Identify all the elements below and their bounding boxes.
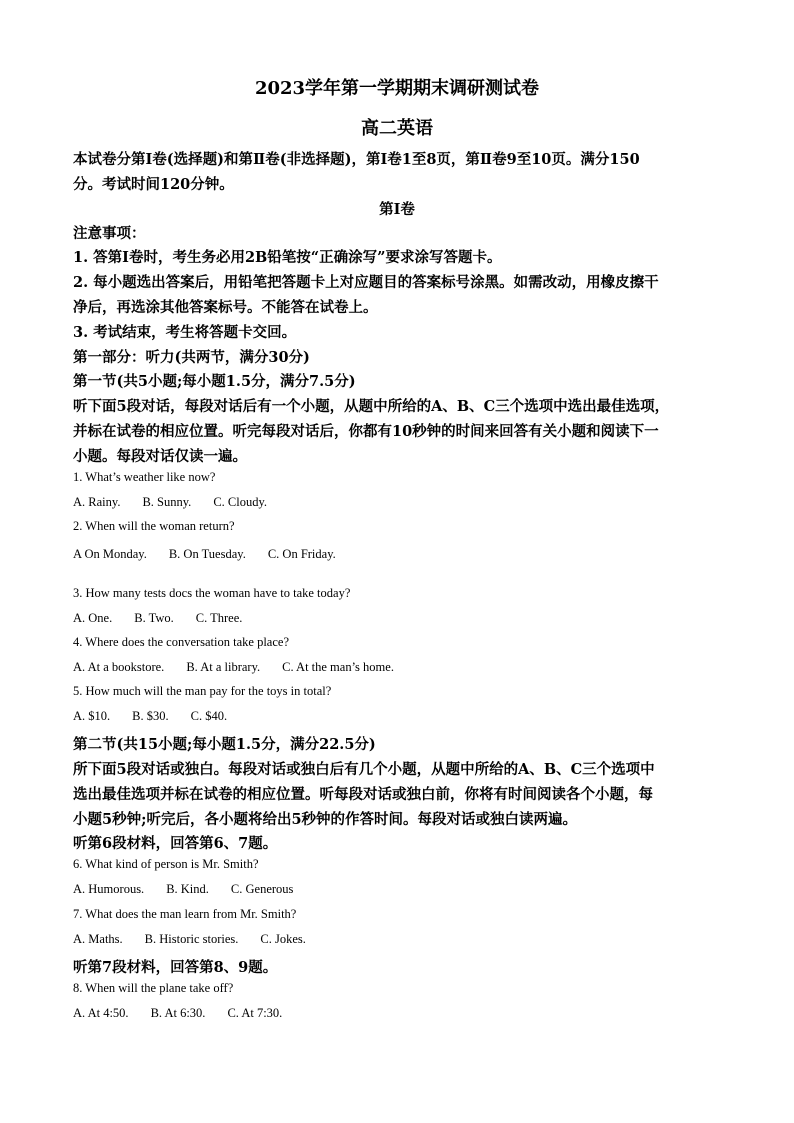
option: A. At a bookstore. [73,660,165,674]
question-5-options [73,709,728,724]
option: C. Cloudy. [213,495,268,509]
intro-line-1: 本试卷分第Ⅰ卷(选择题)和第Ⅱ卷(非选择题)，第Ⅰ卷1至8页，第Ⅱ卷9至10页。满分150 [73,151,640,168]
question-4-options [73,660,728,675]
part1-heading: 第一部分：听力(共两节，满分30分) [73,349,310,366]
question-3-options [73,611,728,626]
question-2: 2. When will the woman return? [73,519,235,533]
volume-label: 第Ⅰ卷 [379,201,415,218]
question-3: 3. How many tests docs the woman have to take today? [73,586,351,600]
option: C. Generous [230,882,294,896]
section2-heading: 第二节(共15小题;每小题1.5分，满分22.5分) [73,736,376,753]
question-4: 4. Where does the conversation take place? [73,635,289,649]
option: B. $30. [132,709,169,723]
option: C. $40. [190,709,228,723]
option: B. Sunny. [142,495,192,509]
option: A. At 4:50. [73,1006,129,1020]
section2-instruction-3: 小题5秒钟;听完后，各小题将给出5秒钟的作答时间。每段对话或独白读两遍。 [73,811,578,828]
section1-instruction-1: 听下面5段对话，每段对话后有一个小题，从题中所给的A、B、C三个选项中选出最佳选项， [73,398,670,415]
section1-instruction-2: 并标在试卷的相应位置。听完每段对话后，你都有10秒钟的时间来回答有关小题和阅读下一 [73,423,659,440]
section2-instruction-2: 选出最佳选项并标在试卷的相应位置。听每段对话或独白前，你将有时间阅读各个小题，每 [73,786,653,803]
option: B. At a library. [186,660,261,674]
section1-heading: 第一节(共5小题;每小题1.5分，满分7.5分) [73,373,356,390]
option: A. Maths. [73,932,123,946]
option: C. Jokes. [260,932,306,946]
option: C. At the man’s home. [282,660,394,674]
question-8: 8. When will the plane take off? [73,981,234,995]
question-6: 6. What kind of person is Mr. Smith? [73,857,259,871]
option: A On Monday. [73,547,147,561]
notes-heading: 注意事项： [73,225,146,242]
section2-instruction-1: 所下面5段对话或独白。每段对话或独白后有几个小题，从题中所给的A、B、C三个选项中 [73,761,655,778]
note-1: 1. 答第Ⅰ卷时，考生务必用2B铅笔按“正确涂写”要求涂写答题卡。 [73,249,502,266]
exam-title: 2023学年第一学期期末调研测试卷 [254,78,540,99]
option: A. One. [73,611,113,625]
note-3: 3. 考试结束，考生将答题卡交回。 [73,324,297,341]
option: B. At 6:30. [150,1006,206,1020]
question-7: 7. What does the man learn from Mr. Smith? [73,907,297,921]
material-6-heading: 听第6段材料，回答第6、7题。 [73,835,278,852]
option: A. Humorous. [73,882,145,896]
option: B. On Tuesday. [168,547,246,561]
note-2a: 2. 每小题选出答案后，用铅笔把答题卡上对应题目的答案标号涂黑。如需改动，用橡皮擦干 [73,274,659,291]
intro-line-2: 分。考试时间120分钟。 [73,176,234,193]
section1-instruction-3: 小题。每段对话仅读一遍。 [73,448,247,465]
option: A. $10. [73,709,111,723]
question-1-options [73,495,728,510]
question-7-options [73,932,728,947]
material-7-heading: 听第7段材料，回答第8、9题。 [73,959,278,976]
option: B. Kind. [166,882,209,896]
option: C. At 7:30. [227,1006,283,1020]
note-2b: 净后，再选涂其他答案标号。不能答在试卷上。 [73,299,378,316]
option: B. Historic stories. [144,932,239,946]
exam-subtitle: 高二英语 [361,118,433,139]
question-5: 5. How much will the man pay for the toys in total? [73,684,332,698]
option: C. On Friday. [267,547,336,561]
question-2-options [73,547,728,562]
question-6-options [73,882,728,897]
option: C. Three. [195,611,243,625]
option: B. Two. [134,611,174,625]
option: A. Rainy. [73,495,121,509]
question-1: 1. What’s weather like now? [73,470,216,484]
question-8-options [73,1006,728,1021]
